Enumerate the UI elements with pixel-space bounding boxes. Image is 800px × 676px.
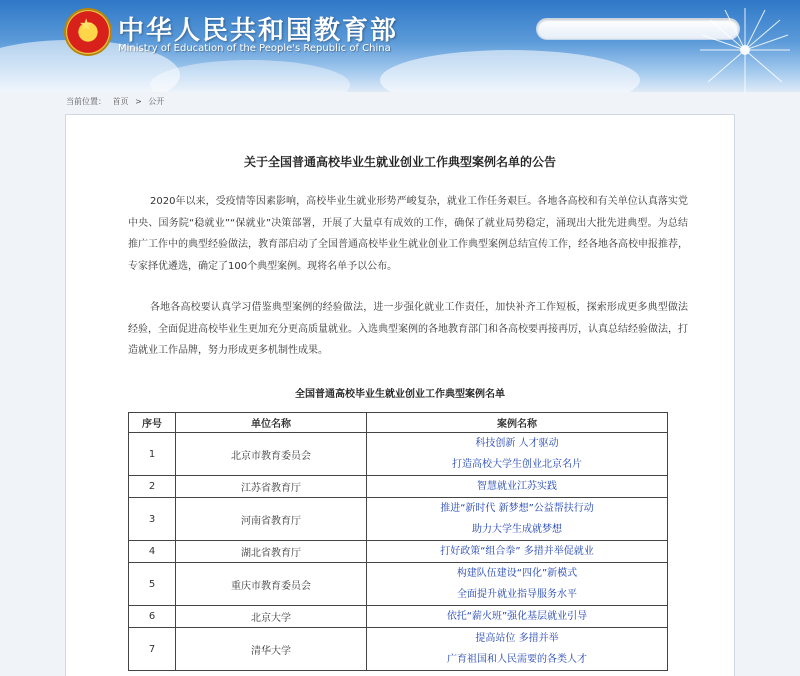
table-row	[129, 606, 668, 628]
case-link[interactable]	[367, 541, 668, 563]
article-title: 关于全国普通高校毕业生就业创业工作典型案例名单的公告	[243, 155, 556, 169]
case-line[interactable]: 助力大学生成就梦想	[472, 524, 562, 535]
case-line[interactable]: 打好政策“组合拳” 多措并举促就业	[440, 546, 594, 557]
header-number: 序号	[129, 413, 176, 433]
article-panel	[65, 114, 735, 676]
case-link[interactable]	[367, 476, 668, 498]
case-link[interactable]	[367, 433, 668, 476]
row-number: 4	[129, 541, 176, 563]
header-banner	[0, 0, 800, 92]
table-row	[129, 628, 668, 671]
case-link[interactable]	[367, 563, 668, 606]
star-icon: ★	[79, 15, 94, 34]
breadcrumb-home-link[interactable]: 首页	[112, 97, 129, 106]
article-paragraph: 2020年以来，受疫情等因素影响，高校毕业生就业形势严峻复杂，就业工作任务艰巨。各地各高校和有关单位认真落实党中央、国务院“稳就业”“保就业”决策部署，开展了大量卓有成效的工作，确保了就业局势稳定，涌现出大批先进典型。为总结推广工作中的典型经验做法，教育部启动了全国普通高校毕业生就业创业工作典型案例总结宣传工作，经各地各高校申报推荐，专家择优遴选，确定了100个典型案例。现将名单予以公布。	[128, 196, 688, 272]
unit-name: 北京大学	[176, 606, 367, 628]
unit-name: 北京市教育委员会	[176, 433, 367, 476]
case-line[interactable]: 依托“薪火班”强化基层就业引导	[446, 611, 588, 622]
case-line[interactable]: 全面提升就业指导服务水平	[457, 589, 577, 600]
case-link[interactable]	[367, 498, 668, 541]
row-number: 3	[129, 498, 176, 541]
row-number: 1	[129, 433, 176, 476]
row-number: 2	[129, 476, 176, 498]
table-row	[129, 563, 668, 606]
unit-name: 湖北省教育厅	[176, 541, 367, 563]
unit-name: 江苏省教育厅	[176, 476, 367, 498]
case-link[interactable]	[367, 628, 668, 671]
table-row	[129, 541, 668, 563]
case-line[interactable]: 科技创新 人才驱动	[475, 438, 559, 449]
breadcrumb	[66, 96, 168, 107]
header-case: 案例名称	[367, 413, 668, 433]
case-line[interactable]: 推进“新时代 新梦想”公益帮扶行动	[440, 503, 594, 514]
breadcrumb-current[interactable]: 公开	[148, 97, 165, 106]
table-header-row	[129, 413, 668, 433]
unit-name: 河南省教育厅	[176, 498, 367, 541]
table-title: 全国普通高校毕业生就业创业工作典型案例名单	[295, 389, 505, 400]
breadcrumb-separator: >	[135, 97, 142, 106]
table-row	[129, 433, 668, 476]
table-row	[129, 498, 668, 541]
case-line[interactable]: 打造高校大学生创业北京名片	[452, 459, 582, 470]
case-table	[128, 412, 668, 671]
cloud-decoration	[150, 60, 350, 92]
breadcrumb-prefix: 当前位置：	[66, 97, 106, 106]
case-line[interactable]: 智慧就业江苏实践	[477, 481, 557, 492]
cloud-decoration	[380, 50, 640, 92]
table-row	[129, 476, 668, 498]
case-line[interactable]: 广育祖国和人民需要的各类人才	[447, 654, 587, 665]
header-unit: 单位名称	[176, 413, 367, 433]
case-line[interactable]: 构建队伍建设“四化”新模式	[456, 568, 578, 579]
case-link[interactable]	[367, 606, 668, 628]
unit-name: 清华大学	[176, 628, 367, 671]
dandelion-icon	[690, 0, 800, 92]
unit-name: 重庆市教育委员会	[176, 563, 367, 606]
row-number: 5	[129, 563, 176, 606]
row-number: 7	[129, 628, 176, 671]
article-paragraph: 各地各高校要认真学习借鉴典型案例的经验做法，进一步强化就业工作责任，加快补齐工作短板，探索形成更多典型做法经验，全面促进高校毕业生更加充分更高质量就业。入选典型案例的各地教育部门和各高校要再接再厉，认真总结经验做法，打造就业工作品牌，努力形成更多机制性成果。	[128, 302, 688, 356]
row-number: 6	[129, 606, 176, 628]
case-line[interactable]: 提高站位 多措并举	[475, 633, 559, 644]
site-title[interactable]: 中华人民共和国教育部	[118, 16, 399, 46]
site-subtitle: Ministry of Education of the People's Republic of China	[118, 43, 391, 54]
